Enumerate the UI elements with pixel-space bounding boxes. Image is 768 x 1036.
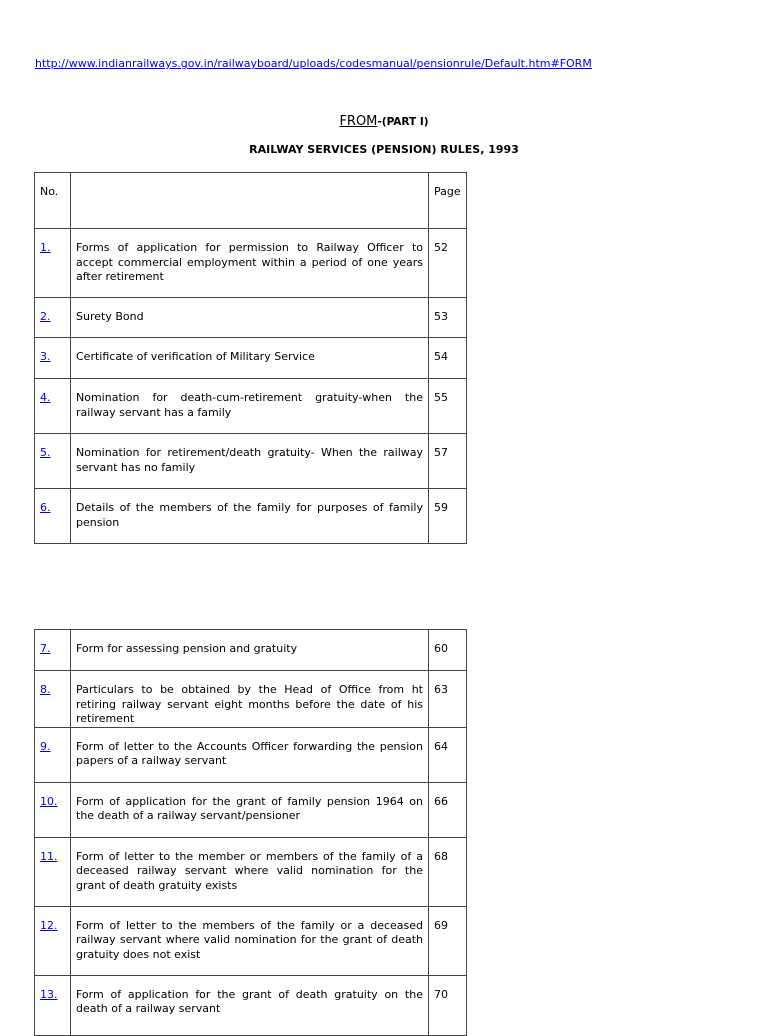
row-page: 55 [429,379,467,434]
table-row [35,671,467,728]
row-page: 53 [429,298,467,338]
row-number-cell [35,671,71,728]
table-row [35,489,467,544]
source-url-link[interactable]: http://www.indianrailways.gov.in/railwayboard/uploads/codesmanual/pensionrule/Default.htm#FORM [35,57,592,70]
form-number-link[interactable]: 13. [40,987,58,1001]
row-number-cell [35,782,71,837]
form-number-link[interactable]: 9. [40,739,51,753]
row-number-cell [35,975,71,1035]
header-no: No. [35,173,71,229]
row-page: 52 [429,229,467,298]
form-number-link[interactable]: 3. [40,350,51,363]
row-number-cell [35,489,71,544]
row-number-cell [35,434,71,489]
table-row [35,975,467,1035]
table-row [35,782,467,837]
row-description: Certificate of verification of Military Service [71,338,429,379]
row-number-cell [35,379,71,434]
row-number-cell [35,229,71,298]
table-row [35,837,467,906]
form-heading-sub: -(PART I) [377,116,429,128]
row-description: Form of letter to the members of the family or a deceased railway servant where valid nomination for the grant of death gratuity does not exist [71,906,429,975]
row-page: 66 [429,782,467,837]
form-number-link[interactable]: 1. [40,241,51,254]
row-description: Form of application for the grant of death gratuity on the death of a railway servant [71,975,429,1035]
row-description: Details of the members of the family for purposes of family pension [71,489,429,544]
row-page: 68 [429,837,467,906]
table-row [35,379,467,434]
row-number-cell [35,727,71,782]
header-description [71,173,429,229]
row-description: Forms of application for permission to Railway Officer to accept commercial employment within a period of one years after retirement [71,229,429,298]
row-page: 60 [429,630,467,671]
table-row [35,229,467,298]
row-page: 69 [429,906,467,975]
form-number-link[interactable]: 6. [40,501,51,514]
table-row [35,727,467,782]
table-row [35,338,467,379]
table-row [35,630,467,671]
row-page: 70 [429,975,467,1035]
row-page: 64 [429,727,467,782]
row-page: 57 [429,434,467,489]
row-description: Nomination for death-cum-retirement gratuity-when the railway servant has a family [71,379,429,434]
row-description: Form of letter to the member or members of the family of a deceased railway servant where valid nomination for the grant of death gratuity exists [71,837,429,906]
form-number-link[interactable]: 12. [40,918,58,932]
forms-table-part-2 [34,629,467,1036]
row-number-cell [35,630,71,671]
form-number-link[interactable]: 4. [40,391,51,404]
table-row [35,298,467,338]
table-row [35,906,467,975]
row-number-cell [35,906,71,975]
form-number-link[interactable]: 8. [40,683,51,696]
row-description: Nomination for retirement/death gratuity- When the railway servant has no family [71,434,429,489]
row-page: 63 [429,671,467,728]
table-header-row [35,173,467,229]
forms-table-part-1 [34,172,467,544]
rules-title: RAILWAY SERVICES (PENSION) RULES, 1993 [249,143,519,156]
table-row [35,434,467,489]
row-number-cell [35,338,71,379]
row-number-cell [35,837,71,906]
row-description: Form of application for the grant of family pension 1964 on the death of a railway servant/pensioner [71,782,429,837]
form-number-link[interactable]: 10. [40,794,58,808]
form-number-link[interactable]: 7. [40,642,51,655]
header-page: Page [429,173,467,229]
row-page: 59 [429,489,467,544]
row-description: Form for assessing pension and gratuity [71,630,429,671]
row-description: Surety Bond [71,298,429,338]
row-page: 54 [429,338,467,379]
form-heading [0,114,768,129]
form-number-link[interactable]: 2. [40,310,51,323]
form-number-link[interactable]: 11. [40,849,58,863]
row-description: Particulars to be obtained by the Head of Office from ht retiring railway servant eight months before the date of his retirement [71,671,429,728]
row-description: Form of letter to the Accounts Officer forwarding the pension papers of a railway servant [71,727,429,782]
form-number-link[interactable]: 5. [40,446,51,459]
form-heading-main: FROM [339,114,378,129]
row-number-cell [35,298,71,338]
